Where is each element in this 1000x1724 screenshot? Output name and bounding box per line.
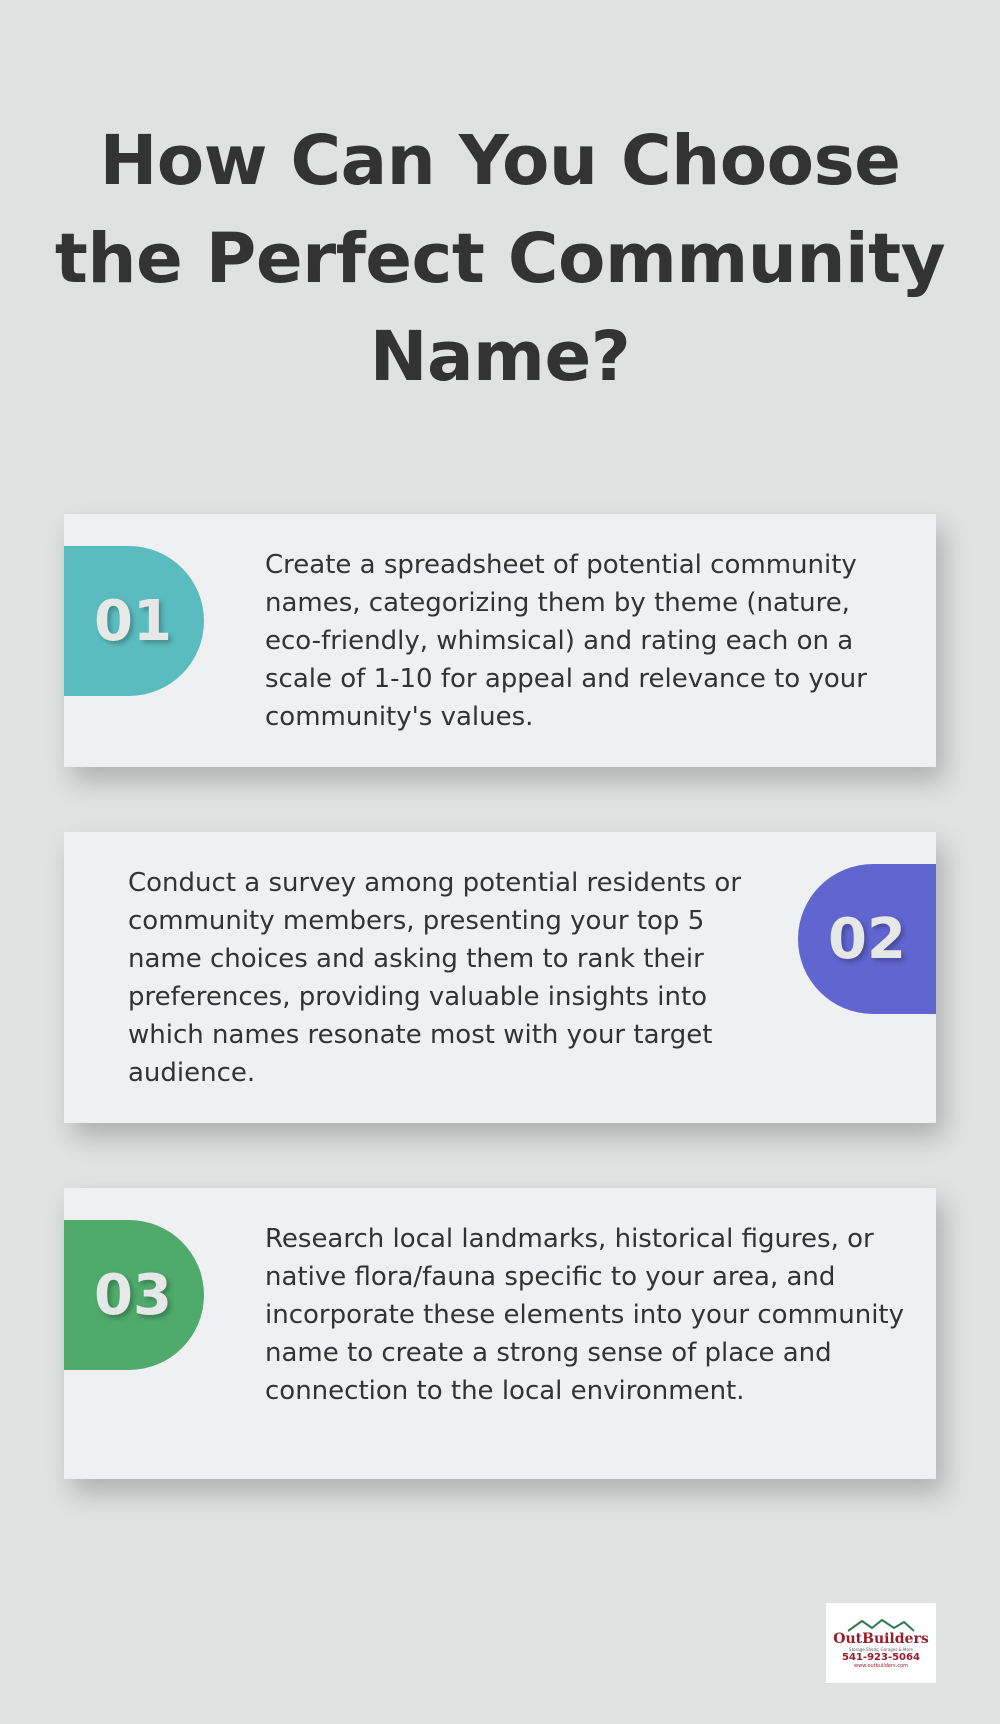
step-card-1 — [64, 514, 936, 767]
step-text: Conduct a survey among potential residents or community members, presenting your top 5 name choices and asking them to rank their preferences, providing valuable insights into which names resonate most with your target audience. — [128, 868, 742, 1088]
step-number: 01 — [94, 588, 172, 654]
logo-phone: 541-923-5064 — [842, 1651, 920, 1663]
step-number-badge — [798, 864, 936, 1014]
roof-icon — [846, 1618, 916, 1632]
step-text: Research local landmarks, historical figures, or native flora/fauna specific to your area, and incorporate these elements into your community name to create a strong sense of place and connection to the local environment. — [265, 1224, 904, 1406]
outbuilders-logo — [826, 1603, 936, 1683]
logo-tagline: Storage Sheds, Garages & More — [849, 1646, 913, 1652]
step-number-badge — [64, 546, 204, 696]
page-title: How Can You Choose the Perfect Community Name? — [54, 121, 946, 397]
step-card-2 — [64, 832, 936, 1123]
logo-url: www.outbuilders.com — [854, 1662, 908, 1669]
step-text: Create a spreadsheet of potential community names, categorizing them by theme (nature, eco-friendly, whimsical) and rating each on a scale of 1-10 for appeal and relevance to your community's values. — [265, 550, 867, 732]
logo-name: OutBuilders — [833, 1630, 929, 1647]
step-number: 03 — [94, 1262, 172, 1328]
step-number: 02 — [828, 906, 906, 972]
step-number-badge — [64, 1220, 204, 1370]
step-card-3 — [64, 1188, 936, 1479]
